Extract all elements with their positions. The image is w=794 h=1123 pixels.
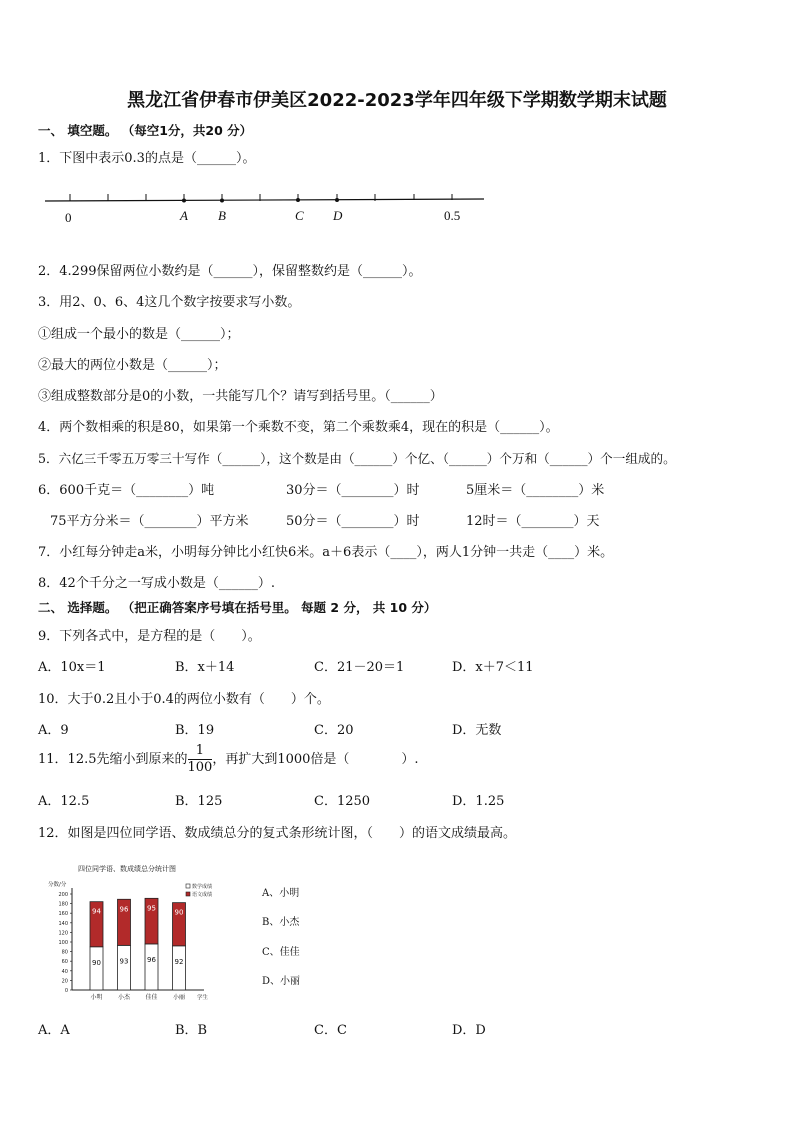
y-tick-label: 20 bbox=[61, 978, 68, 985]
question-3-part-1: ①组成一个最小的数是（______）； bbox=[38, 327, 240, 342]
question-3-part-3: ③组成整数部分是0的小数，一共能写几个？请写到括号里。（______） bbox=[38, 389, 443, 404]
y-tick-label: 40 bbox=[61, 968, 68, 975]
y-tick-label: 80 bbox=[61, 949, 68, 956]
y-tick-label: 60 bbox=[61, 959, 68, 966]
category-label: 小丽 bbox=[172, 994, 186, 1001]
legend-math-swatch bbox=[186, 884, 190, 888]
fraction-numerator: 1 bbox=[188, 743, 213, 760]
bar-math bbox=[173, 946, 186, 990]
point-b-label: B bbox=[218, 208, 226, 223]
question-4: 4．两个数相乘的积是80，如果第一个乘数不变，第二个乘数乘4，现在的积是（______）。 bbox=[38, 420, 559, 435]
bar-math bbox=[90, 947, 103, 990]
question-10-option-a: A．9 bbox=[38, 723, 69, 738]
question-9-option-d: D．x＋7＜11 bbox=[452, 660, 534, 675]
y-tick-label: 200 bbox=[58, 892, 68, 898]
y-tick-label: 160 bbox=[58, 911, 68, 918]
bar-chinese-label: 94 bbox=[92, 907, 101, 916]
bar-math-label: 96 bbox=[147, 955, 156, 964]
question-11-option-c: C．1250 bbox=[314, 794, 371, 809]
point-d-label: D bbox=[333, 208, 343, 223]
bar-math bbox=[118, 945, 131, 990]
question-11-text: 11．12.5先缩小到原来的 bbox=[38, 752, 188, 767]
question-11-option-a: A．12.5 bbox=[38, 794, 90, 809]
question-3: 3．用2、0、6、4这几个数字按要求写小数。 bbox=[38, 295, 301, 310]
y-axis-label: 分数/分 bbox=[48, 882, 67, 888]
chart-choice-d: D、小丽 bbox=[262, 976, 301, 987]
bar-math-label: 90 bbox=[92, 958, 101, 967]
category-label: 佳佳 bbox=[145, 994, 158, 1001]
x-axis-label: 学生 bbox=[196, 995, 208, 1001]
question-9: 9．下列各式中，是方程的是（ ）。 bbox=[38, 629, 261, 644]
bar-chinese-label: 96 bbox=[119, 905, 129, 914]
question-12-option-d: D．D bbox=[452, 1023, 486, 1038]
question-12-option-b: B．B bbox=[175, 1023, 208, 1038]
point-c-label: C bbox=[295, 208, 304, 223]
question-11 bbox=[38, 743, 419, 776]
question-6-part-f: 12时＝（________）天 bbox=[466, 514, 600, 529]
chart-choice-a: A、小明 bbox=[262, 888, 300, 899]
y-tick-label: 100 bbox=[58, 940, 68, 946]
fraction-denominator: 100 bbox=[187, 760, 213, 775]
fraction-one-hundredth bbox=[188, 743, 213, 776]
question-9-option-a: A．10x＝1 bbox=[38, 660, 106, 675]
question-6-part-e: 50分＝（________）时 bbox=[286, 514, 420, 529]
number-line-end: 0.5 bbox=[444, 208, 461, 223]
question-11-option-b: B．125 bbox=[175, 794, 223, 809]
question-12-option-c: C．C bbox=[314, 1023, 347, 1038]
bar-math-label: 93 bbox=[119, 957, 129, 966]
question-2: 2．4.299保留两位小数约是（______），保留整数约是（______）。 bbox=[38, 264, 422, 279]
question-6-part-a: 6．600千克＝（________）吨 bbox=[38, 483, 215, 498]
point-b-dot bbox=[220, 199, 224, 203]
question-9-option-b: B．x＋14 bbox=[175, 660, 235, 675]
y-tick-label: 0 bbox=[64, 988, 68, 994]
number-line-zero: 0 bbox=[65, 210, 72, 225]
bar-chart bbox=[38, 872, 218, 1004]
question-6-part-b: 30分＝（________）时 bbox=[286, 483, 420, 498]
question-6-part-d: 75平方分米＝（________）平方米 bbox=[50, 514, 249, 529]
question-8: 8．42个千分之一写成小数是（______）. bbox=[38, 576, 275, 591]
bar-math-label: 92 bbox=[174, 957, 184, 966]
question-10-option-d: D．无数 bbox=[452, 723, 502, 738]
bar-math bbox=[145, 944, 158, 990]
y-tick-label: 180 bbox=[58, 901, 68, 908]
legend-math-label: 数学成绩 bbox=[192, 884, 213, 890]
page-title: 黑龙江省伊春市伊美区2022-2023学年四年级下学期数学期末试题 bbox=[127, 90, 667, 111]
y-tick-label: 120 bbox=[58, 930, 68, 937]
question-1: 1．下图中表示0.3的点是（______）。 bbox=[38, 151, 256, 166]
section-1-heading: 一、 填空题。 （每空1分，共20 分） bbox=[38, 123, 253, 138]
category-label: 小明 bbox=[90, 994, 103, 1001]
category-label: 小杰 bbox=[117, 994, 131, 1001]
chart-choice-b: B、小杰 bbox=[262, 917, 300, 928]
question-10-option-c: C．20 bbox=[314, 723, 354, 738]
question-10-option-b: B．19 bbox=[175, 723, 215, 738]
point-d-dot bbox=[335, 198, 339, 202]
point-c-dot bbox=[296, 198, 300, 202]
chart-choice-c: C、佳佳 bbox=[262, 947, 300, 958]
question-6-part-c: 5厘米＝（________）米 bbox=[466, 483, 605, 498]
question-3-part-2: ②最大的两位小数是（______）； bbox=[38, 358, 227, 373]
question-11-option-d: D．1.25 bbox=[452, 794, 505, 809]
point-a-dot bbox=[182, 199, 186, 203]
number-line bbox=[40, 185, 490, 230]
legend-chinese-swatch bbox=[186, 892, 190, 896]
point-a-label: A bbox=[180, 208, 188, 223]
bar-chinese-label: 90 bbox=[174, 908, 184, 917]
question-11-text-end: ，再扩大到1000倍是（ ）. bbox=[212, 752, 419, 767]
question-12-option-a: A．A bbox=[38, 1023, 70, 1038]
legend-chinese-label: 语文成绩 bbox=[192, 892, 213, 898]
bar-chinese-label: 95 bbox=[147, 904, 156, 913]
y-tick-label: 140 bbox=[58, 920, 68, 927]
question-10: 10．大于0.2且小于0.4的两位小数有（ ）个。 bbox=[38, 692, 330, 707]
chart-title: 四位同学语、数成绩总分统计图 bbox=[78, 865, 176, 873]
question-12: 12．如图是四位同学语、数成绩总分的复式条形统计图，（ ）的语文成绩最高。 bbox=[38, 826, 517, 841]
question-7: 7．小红每分钟走a米，小明每分钟比小红快6米。a＋6表示（____），两人1分钟一共走（____）米。 bbox=[38, 545, 614, 560]
question-5: 5．六亿三千零五万零三十写作（______），这个数是由（______）个亿、（______）个万和（______）个一组成的。 bbox=[38, 451, 676, 466]
question-9-option-c: C．21－20＝1 bbox=[314, 660, 405, 675]
section-2-heading: 二、 选择题。 （把正确答案序号填在括号里。 每题 2 分， 共 10 分） bbox=[38, 600, 437, 615]
